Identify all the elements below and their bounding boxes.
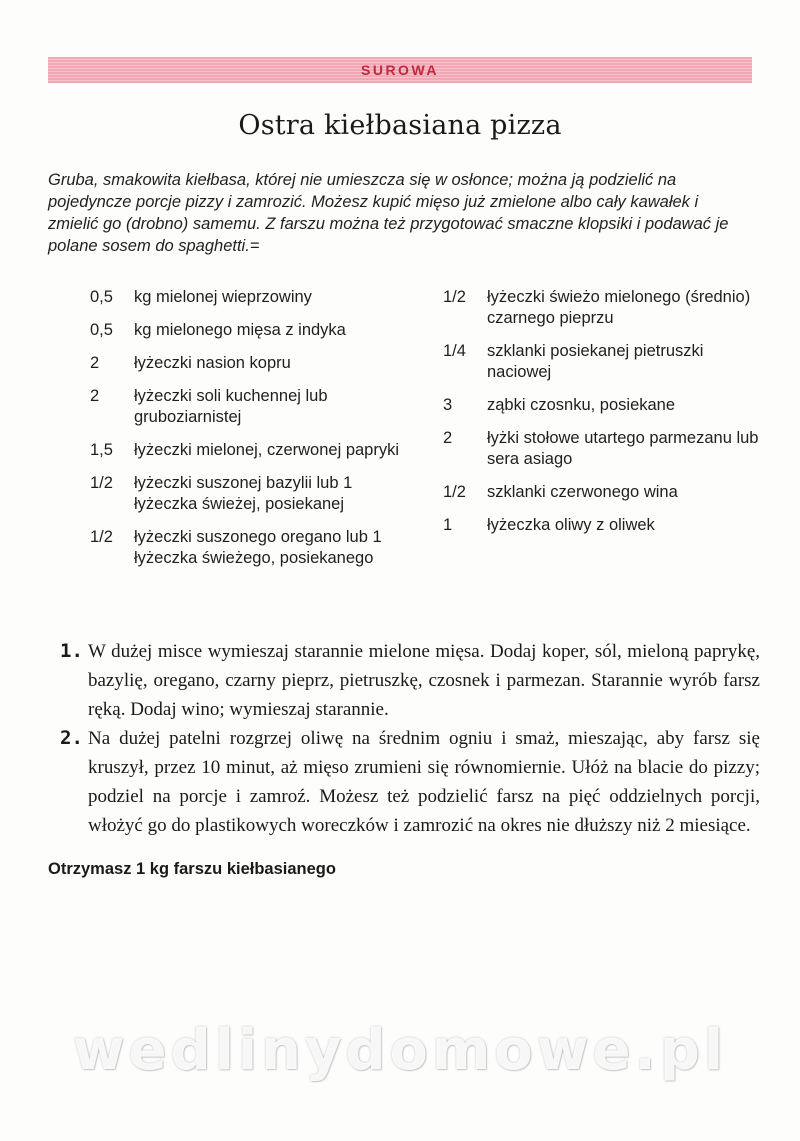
recipe-intro: Gruba, smakowita kiełbasa, której nie umieszcza się w osłonce; można ją podzielić na pojedyncze porcje pizzy i zamrozić. Możesz kupić mięso już zmielone albo cały kawałek i zmielić go (drobno) samemu. Z farszu można też przygotować smaczne klopsiki i podawać je polane sosem do spaghetti.= bbox=[48, 171, 729, 255]
ingredient-name: szklanki posiekanej pietruszki naciowej bbox=[487, 342, 704, 381]
step-text: Na dużej patelni rozgrzej oliwę na średnim ogniu i smaż, mieszając, aby farsz się kruszył, przez 10 minut, aż mięso zrumieni się równomiernie. Ułóż na blacie do pizzy; podziel na porcje i zamroź. Możesz też podzielić farsz na pięć oddzielnych porcji, włożyć go do plastikowych woreczków i zamrozić na okres nie dłuższy niż 2 miesiące. bbox=[88, 728, 760, 836]
site-watermark: wedlinydomowe.pl bbox=[72, 1018, 728, 1083]
ingredient-row bbox=[443, 395, 763, 416]
ingredient-quantity: 1,5 bbox=[90, 441, 113, 459]
ingredient-row bbox=[443, 515, 763, 536]
ingredient-quantity: 0,5 bbox=[90, 288, 113, 306]
ingredient-row bbox=[90, 440, 420, 461]
section-banner bbox=[48, 57, 752, 83]
step-number: 1. bbox=[60, 640, 83, 662]
ingredient-quantity: 1/2 bbox=[90, 474, 113, 492]
ingredient-row bbox=[90, 287, 420, 308]
ingredients-left-column bbox=[90, 287, 420, 581]
ingredient-row bbox=[90, 527, 420, 569]
ingredient-quantity: 2 bbox=[90, 387, 100, 405]
ingredient-quantity: 1/2 bbox=[443, 483, 466, 501]
ingredient-quantity: 2 bbox=[443, 429, 453, 447]
ingredient-name: łyżeczka oliwy z oliwek bbox=[487, 516, 655, 534]
ingredient-quantity: 3 bbox=[443, 396, 453, 414]
ingredients-right-column bbox=[443, 287, 763, 548]
ingredient-name: ząbki czosnku, posiekane bbox=[487, 396, 676, 414]
ingredient-name: łyżeczki soli kuchennej lub gruboziarnistej bbox=[134, 387, 328, 426]
method-step bbox=[60, 637, 760, 724]
ingredient-quantity: 2 bbox=[90, 354, 100, 372]
recipe-title: Ostra kiełbasiana pizza bbox=[238, 110, 562, 141]
step-number: 2. bbox=[60, 727, 83, 749]
ingredient-row bbox=[443, 428, 763, 470]
step-text: W dużej misce wymieszaj starannie mielone mięsa. Dodaj koper, sól, mieloną paprykę, bazylię, oregano, czarny pieprz, pietruszkę, czosnek i parmezan. Starannie wyrób farsz ręką. Dodaj wino; wymieszaj starannie. bbox=[88, 641, 760, 720]
ingredient-row bbox=[90, 473, 420, 515]
ingredient-quantity: 1/4 bbox=[443, 342, 466, 360]
method-step bbox=[60, 724, 760, 840]
ingredient-name: łyżki stołowe utartego parmezanu lub sera asiago bbox=[487, 429, 759, 468]
ingredient-row bbox=[443, 482, 763, 503]
ingredient-name: kg mielonej wieprzowiny bbox=[134, 288, 312, 306]
ingredient-row bbox=[90, 386, 420, 428]
section-label: SUROWA bbox=[361, 62, 439, 78]
ingredient-row bbox=[90, 353, 420, 374]
ingredient-name: łyżeczki suszonej bazylii lub 1 łyżeczka świeżej, posiekanej bbox=[134, 474, 353, 513]
ingredient-name: łyżeczki mielonej, czerwonej papryki bbox=[134, 441, 400, 459]
ingredient-name: łyżeczki suszonego oregano lub 1 łyżeczka świeżego, posiekanego bbox=[134, 528, 382, 567]
ingredient-name: łyżeczki nasion kopru bbox=[134, 354, 291, 372]
ingredient-name: kg mielonego mięsa z indyka bbox=[134, 321, 346, 339]
recipe-yield: Otrzymasz 1 kg farszu kiełbasianego bbox=[48, 860, 336, 878]
ingredient-row bbox=[443, 287, 763, 329]
ingredient-quantity: 1/2 bbox=[90, 528, 113, 546]
ingredient-row bbox=[90, 320, 420, 341]
ingredient-row bbox=[443, 341, 763, 383]
method-steps bbox=[60, 637, 760, 840]
ingredient-quantity: 1 bbox=[443, 516, 453, 534]
ingredient-name: łyżeczki świeżo mielonego (średnio) czarnego pieprzu bbox=[487, 288, 751, 327]
ingredient-name: szklanki czerwonego wina bbox=[487, 483, 678, 501]
ingredient-quantity: 1/2 bbox=[443, 288, 466, 306]
ingredient-quantity: 0,5 bbox=[90, 321, 113, 339]
